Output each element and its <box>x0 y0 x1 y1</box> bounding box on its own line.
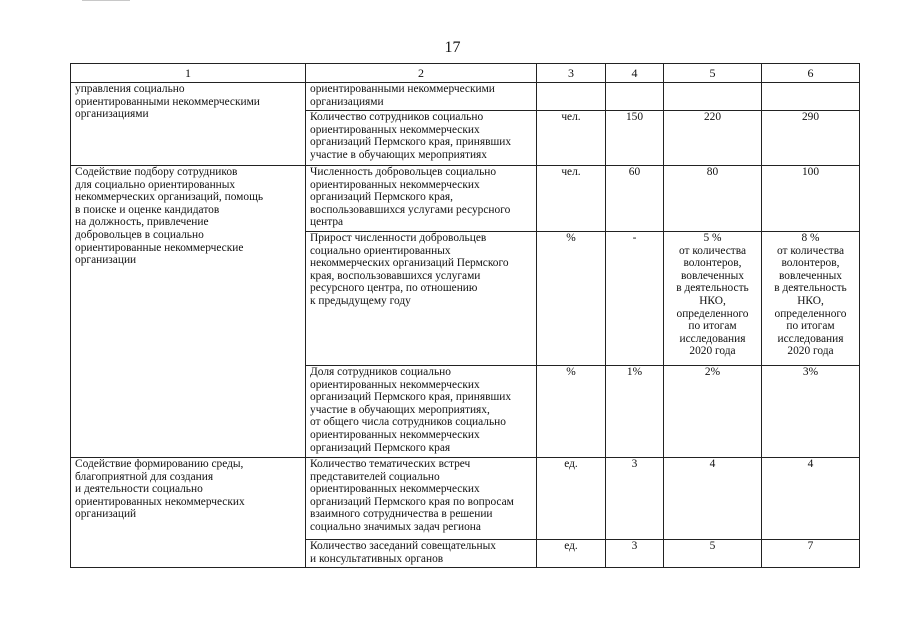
text-line: социально ориентированных <box>310 244 451 257</box>
text-line: Содействие формированию среды, <box>75 458 244 470</box>
indicator-cell <box>306 83 537 111</box>
table-row <box>71 166 860 232</box>
text-line: организаций <box>75 508 137 521</box>
indicator-cell <box>306 366 537 458</box>
text-line: организаций Пермского края по вопросам <box>310 495 514 508</box>
text-line: и деятельности социально <box>75 483 203 496</box>
value-cell: 3 <box>606 540 664 568</box>
text-line: участие в обучающих мероприятиях <box>310 148 487 161</box>
text-line: 5 % <box>703 232 722 244</box>
table-row <box>71 83 860 111</box>
text-line: организаций Пермского края <box>310 441 451 454</box>
text-line: представителей социально <box>310 470 440 483</box>
value-cell <box>664 83 762 111</box>
unit-cell: ед. <box>537 540 606 568</box>
unit-cell <box>537 83 606 111</box>
value-cell: 7 <box>762 540 860 568</box>
text-line: определенного <box>774 307 847 320</box>
text-line: ориентированных некоммерческих <box>75 495 245 508</box>
value-cell: 3% <box>762 366 860 458</box>
text-line: по итогам <box>688 320 737 333</box>
text-line: НКО, <box>699 294 726 307</box>
text-line: Численность добровольцев социально <box>310 166 497 178</box>
unit-cell: % <box>537 232 606 366</box>
text-line: Прирост численности добровольцев <box>310 232 487 244</box>
column-header: 6 <box>762 64 860 83</box>
text-line: Содействие подбору сотрудников <box>75 166 238 178</box>
text-line: взаимного сотрудничества в решении <box>310 508 493 521</box>
text-line: в поиске и оценке кандидатов <box>75 203 220 216</box>
text-line: ориентированными некоммерческими <box>75 95 260 108</box>
value-cell: 4 <box>664 458 762 540</box>
text-line: от общего числа сотрудников социально <box>310 416 506 429</box>
value-cell: 150 <box>606 111 664 166</box>
text-line: по итогам <box>786 320 835 333</box>
value-cell <box>762 83 860 111</box>
column-header: 2 <box>306 64 537 83</box>
value-cell: 4 <box>762 458 860 540</box>
text-line: НКО, <box>797 294 824 307</box>
value-cell: 5 <box>664 540 762 568</box>
text-line: ориентированных некоммерческих <box>310 178 480 191</box>
indicators-table <box>70 63 860 568</box>
task-cell <box>71 166 306 458</box>
text-line: определенного <box>676 307 749 320</box>
text-line: и консультативных органов <box>310 552 444 565</box>
text-line: ориентированных некоммерческих <box>310 483 480 496</box>
value-cell: 100 <box>762 166 860 232</box>
indicator-cell <box>306 540 537 568</box>
text-line: участие в обучающих мероприятиях, <box>310 403 490 416</box>
text-line: центра <box>310 216 344 229</box>
text-line: на должность, привлечение <box>75 216 209 229</box>
value-cell: 1% <box>606 366 664 458</box>
value-cell: 3 <box>606 458 664 540</box>
column-header: 1 <box>71 64 306 83</box>
text-line: организациями <box>75 108 149 121</box>
text-line: воспользовавшихся услугами ресурсного <box>310 203 511 216</box>
text-line: социально значимых задач региона <box>310 520 481 533</box>
text-line: 8 % <box>801 232 820 244</box>
value-cell: 220 <box>664 111 762 166</box>
text-line: ориентированных некоммерческих <box>310 123 480 136</box>
indicator-cell <box>306 166 537 232</box>
text-line: управления социально <box>75 83 185 95</box>
value-cell <box>762 232 860 366</box>
text-line: исследования <box>777 332 844 345</box>
text-line: организаций Пермского края, принявших <box>310 136 512 149</box>
value-cell: 80 <box>664 166 762 232</box>
text-line: исследования <box>679 332 746 345</box>
indicator-cell <box>306 111 537 166</box>
page-number: 17 <box>444 39 461 56</box>
text-line: края, воспользовавшихся услугами <box>310 269 481 282</box>
unit-cell: чел. <box>537 111 606 166</box>
text-line: вовлеченных <box>778 269 842 282</box>
value-cell: - <box>606 232 664 366</box>
value-cell: 2% <box>664 366 762 458</box>
text-line: в деятельность <box>676 282 749 295</box>
unit-cell: % <box>537 366 606 458</box>
text-line: организаций Пермского края, <box>310 191 454 204</box>
value-cell: 290 <box>762 111 860 166</box>
text-line: от количества <box>776 244 845 257</box>
text-line: волонтеров, <box>781 257 840 270</box>
text-line: организаций Пермского края, принявших <box>310 391 512 404</box>
text-line: Доля сотрудников социально <box>310 366 451 378</box>
value-cell: 60 <box>606 166 664 232</box>
text-line: ориентированные некоммерческие <box>75 241 244 254</box>
text-line: ориентированных некоммерческих <box>310 428 480 441</box>
text-line: ориентированных некоммерческих <box>310 378 480 391</box>
unit-cell: ед. <box>537 458 606 540</box>
text-line: от количества <box>678 244 747 257</box>
text-line: Количество заседаний совещательных <box>310 540 496 552</box>
unit-cell: чел. <box>537 166 606 232</box>
value-cell <box>664 232 762 366</box>
text-line: волонтеров, <box>683 257 742 270</box>
indicator-cell <box>306 458 537 540</box>
text-line: Количество сотрудников социально <box>310 111 484 123</box>
text-line: 2020 года <box>689 345 736 358</box>
text-line: ориентированными некоммерческими <box>310 83 495 95</box>
text-line: Количество тематических встреч <box>310 458 471 470</box>
value-cell <box>606 83 664 111</box>
task-cell <box>71 83 306 166</box>
text-line: некоммерческих организаций, помощь <box>75 191 264 204</box>
text-line: добровольцев в социально <box>75 228 204 241</box>
indicator-cell <box>306 232 537 366</box>
text-line: в деятельность <box>774 282 847 295</box>
text-line: вовлеченных <box>680 269 744 282</box>
task-cell <box>71 458 306 568</box>
text-line: благоприятной для создания <box>75 470 214 483</box>
text-line: 2020 года <box>787 345 834 358</box>
text-line: к предыдущему году <box>310 294 411 307</box>
text-line: организациями <box>310 95 384 108</box>
column-header: 3 <box>537 64 606 83</box>
table-header-row <box>71 64 860 83</box>
table-row <box>71 458 860 540</box>
text-line: организации <box>75 254 137 267</box>
scan-top-line <box>82 0 130 1</box>
text-line: для социально ориентированных <box>75 178 236 191</box>
column-header: 4 <box>606 64 664 83</box>
column-header: 5 <box>664 64 762 83</box>
text-line: некоммерческих организаций Пермского <box>310 257 509 270</box>
text-line: ресурсного центра, по отношению <box>310 282 478 295</box>
